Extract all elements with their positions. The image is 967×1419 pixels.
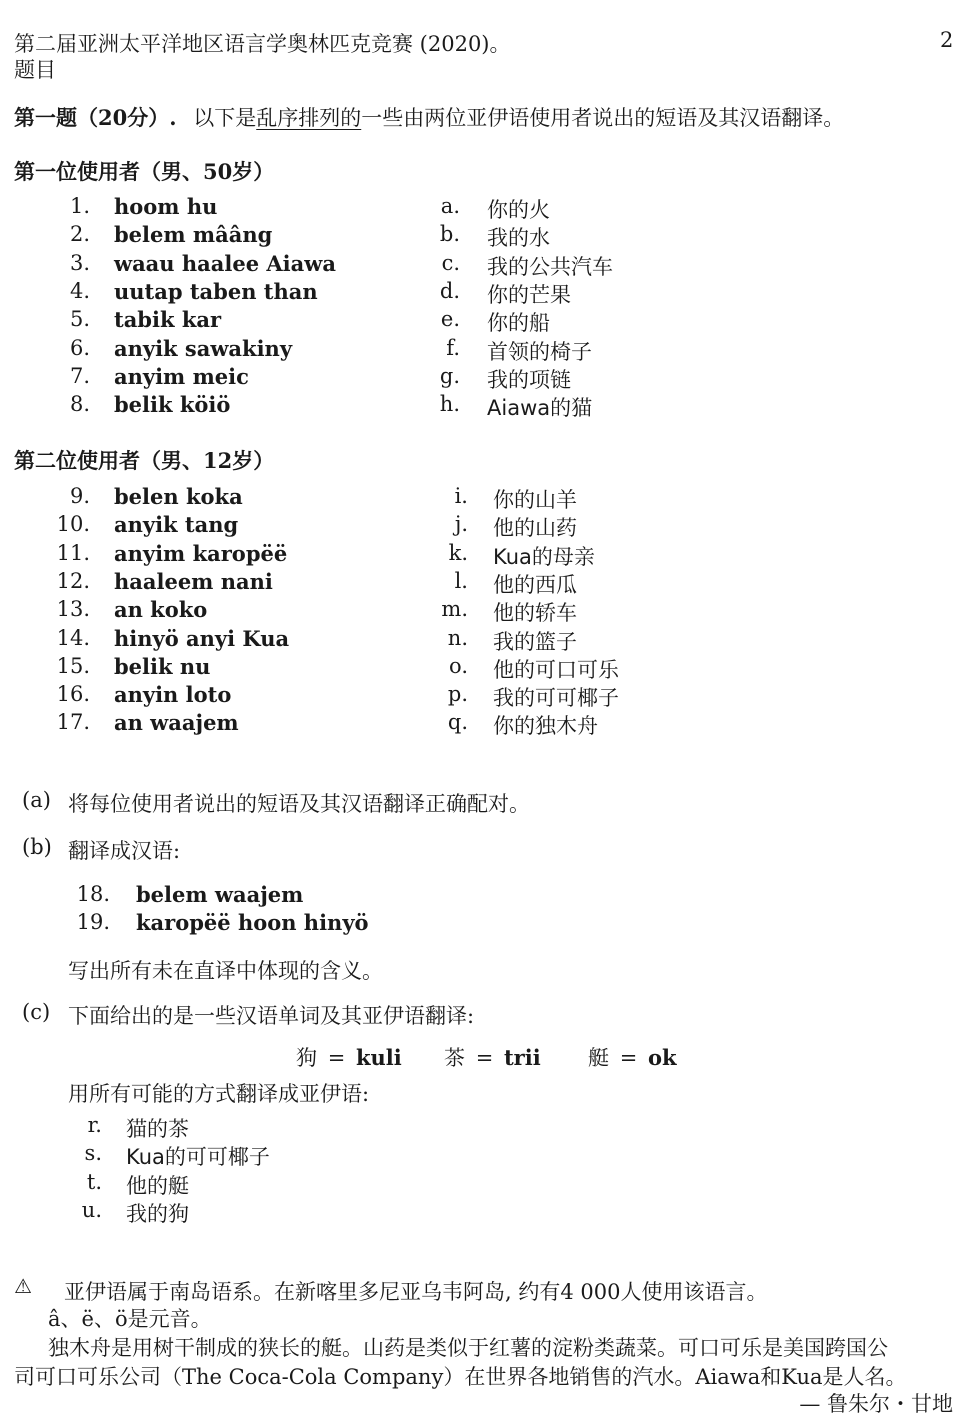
translation-letter: e. <box>440 307 460 332</box>
translation-text: 首领的椅子 <box>487 339 592 364</box>
vocab-eq: = <box>475 1046 494 1070</box>
task-c-item-text: 我的狗 <box>126 1201 189 1226</box>
translation-text: Kua的母亲 <box>493 544 595 569</box>
task-b-item-num: 19. <box>76 910 110 934</box>
translation-text: 你的火 <box>487 198 550 222</box>
task-c-item-text: Kua的可可椰子 <box>126 1145 270 1170</box>
vocab-eq: = <box>327 1046 346 1070</box>
phrase-text: uutap taben than <box>114 278 318 304</box>
task-b-text: 翻译成汉语: <box>68 839 181 863</box>
phrase-text: anyim meic <box>114 363 249 389</box>
phrase-text: haaleem nani <box>114 568 273 594</box>
translation-text: 他的可口可乐 <box>493 657 619 682</box>
translation-text: 你的芒果 <box>487 282 571 307</box>
translation-letter: i. <box>454 484 468 508</box>
phrase-text: belen koka <box>114 484 243 509</box>
translation-letter: n. <box>447 625 468 650</box>
phrase-text: hinyö anyi Kua <box>114 625 290 651</box>
phrase-number: 9. <box>69 484 90 508</box>
phrase-number: 4. <box>69 278 90 303</box>
phrase-number: 1. <box>69 194 90 218</box>
phrase-number: 13. <box>56 597 90 622</box>
translation-text: 你的船 <box>487 311 550 336</box>
translation-text: 他的山药 <box>493 516 577 541</box>
page-number: 2 <box>940 28 954 52</box>
footnote-line3: 独木舟是用树干制成的狭长的艇。山药是类似于红薯的淀粉类蔬菜。可口可乐是美国跨国公 <box>48 1336 888 1360</box>
phrase-number: 14. <box>56 625 90 650</box>
translation-text: 我的项链 <box>487 367 571 392</box>
vocab-zh: 艇 <box>588 1046 609 1070</box>
task-c-item-text: 猫的茶 <box>126 1117 189 1141</box>
translation-letter: c. <box>441 250 460 275</box>
vocab-item <box>588 1042 677 1072</box>
phrase-text: tabik kar <box>114 307 222 333</box>
phrase-text: belem mââng <box>114 222 273 248</box>
translation-letter: q. <box>447 710 468 735</box>
translation-letter: l. <box>454 568 468 593</box>
translation-letter: f. <box>446 335 460 360</box>
translation-letter: j. <box>454 512 468 537</box>
warning-icon: ⚠ <box>14 1274 32 1298</box>
task-c-item-letter: t. <box>86 1169 102 1194</box>
task-b-item-text: belem waajem <box>136 882 304 907</box>
phrase-text: hoom hu <box>114 194 218 219</box>
vocab-word: kuli <box>355 1045 402 1070</box>
task-c-instruction: 用所有可能的方式翻译成亚伊语: <box>68 1082 370 1106</box>
task-c-item-letter: r. <box>87 1113 102 1137</box>
task-c-item-letter: s. <box>84 1141 102 1166</box>
translation-letter: k. <box>448 540 468 565</box>
translation-text: 我的可可椰子 <box>493 686 619 711</box>
translation-letter: p. <box>447 682 468 707</box>
phrase-text: anyik tang <box>114 512 239 538</box>
task-b-item-text: karopëë hoon hinyö <box>136 910 369 935</box>
task-b-label: (b) <box>22 835 52 859</box>
header-title: 第二届亚洲太平洋地区语言学奥林匹克竞赛 (2020)。 <box>14 32 511 56</box>
translation-text: 你的山羊 <box>493 488 577 512</box>
translation-text: 你的独木舟 <box>493 714 598 739</box>
translation-text: 我的公共汽车 <box>487 254 613 279</box>
task-a-label: (a) <box>22 788 51 812</box>
footnote-line1: 亚伊语属于南岛语系。在新喀里多尼亚乌韦阿岛, 约有4 000人使用该语言。 <box>64 1280 768 1304</box>
translation-text: 他的西瓜 <box>493 572 577 597</box>
phrase-number: 3. <box>69 250 90 275</box>
phrase-number: 2. <box>69 222 90 247</box>
phrase-text: anyim karopëë <box>114 540 288 566</box>
phrase-text: waau haalee Aiawa <box>114 250 336 276</box>
footnote-line4: 司可口可乐公司（The Coca-Cola Company）在世界各地销售的汽水。Aiawa和Kua是人名。 <box>14 1365 907 1389</box>
speaker2-heading: 第二位使用者（男、12岁） <box>14 448 275 473</box>
phrase-number: 16. <box>56 682 90 707</box>
phrase-text: belik nu <box>114 653 211 679</box>
phrase-text: belik köiö <box>114 392 231 418</box>
translation-letter: g. <box>439 363 460 388</box>
intro-prefix: 以下是 <box>193 106 257 130</box>
vocab-zh: 茶 <box>444 1046 465 1070</box>
footnote-line2: â、ë、ö是元音。 <box>48 1307 212 1331</box>
translation-letter: a. <box>440 194 460 218</box>
phrase-number: 11. <box>56 540 90 565</box>
translation-letter: b. <box>439 222 460 247</box>
phrase-number: 15. <box>56 653 90 678</box>
task-c-text: 下面给出的是一些汉语单词及其亚伊语翻译: <box>68 1004 475 1028</box>
translation-text: 我的水 <box>487 226 550 251</box>
task-a-text: 将每位使用者说出的短语及其汉语翻译正确配对。 <box>68 792 530 816</box>
phrase-number: 7. <box>69 363 90 388</box>
footnote-author: — 鲁朱尔・甘地 <box>799 1392 953 1416</box>
problem-label: 第一题（20分）. <box>14 105 177 130</box>
translation-text: 我的篮子 <box>493 629 577 654</box>
translation-letter: m. <box>441 597 468 622</box>
translation-letter: o. <box>449 653 468 678</box>
problem-intro <box>14 102 844 132</box>
task-b-note: 写出所有未在直译中体现的含义。 <box>68 959 383 983</box>
task-c-item-letter: u. <box>81 1197 102 1222</box>
phrase-number: 5. <box>69 307 90 332</box>
header-subtitle: 题目 <box>14 58 56 82</box>
vocab-item <box>296 1042 402 1072</box>
intro-suffix: 一些由两位亚伊语使用者说出的短语及其汉语翻译。 <box>361 106 845 130</box>
vocab-word: trii <box>503 1045 541 1070</box>
phrase-number: 6. <box>69 335 90 360</box>
phrase-text: anyik sawakiny <box>114 335 293 361</box>
task-b-item-num: 18. <box>76 882 110 906</box>
task-c-item-text: 他的艇 <box>126 1173 189 1198</box>
intro-underlined: 乱序排列的 <box>256 106 362 130</box>
vocab-word: ok <box>647 1045 677 1070</box>
speaker1-heading: 第一位使用者（男、50岁） <box>14 159 275 184</box>
vocab-item <box>444 1042 541 1072</box>
vocab-zh: 狗 <box>296 1046 317 1070</box>
phrase-number: 17. <box>56 710 90 735</box>
translation-letter: d. <box>439 278 460 303</box>
translation-text: 他的轿车 <box>493 601 577 626</box>
translation-letter: h. <box>439 392 460 417</box>
phrase-number: 8. <box>69 392 90 417</box>
phrase-text: an waajem <box>114 710 239 736</box>
phrase-number: 12. <box>56 568 90 593</box>
vocab-eq: = <box>619 1046 638 1070</box>
task-c-label: (c) <box>22 1000 51 1024</box>
phrase-text: anyin loto <box>114 682 232 708</box>
phrase-text: an koko <box>114 597 208 623</box>
phrase-number: 10. <box>56 512 90 537</box>
translation-text: Aiawa的猫 <box>487 396 593 421</box>
